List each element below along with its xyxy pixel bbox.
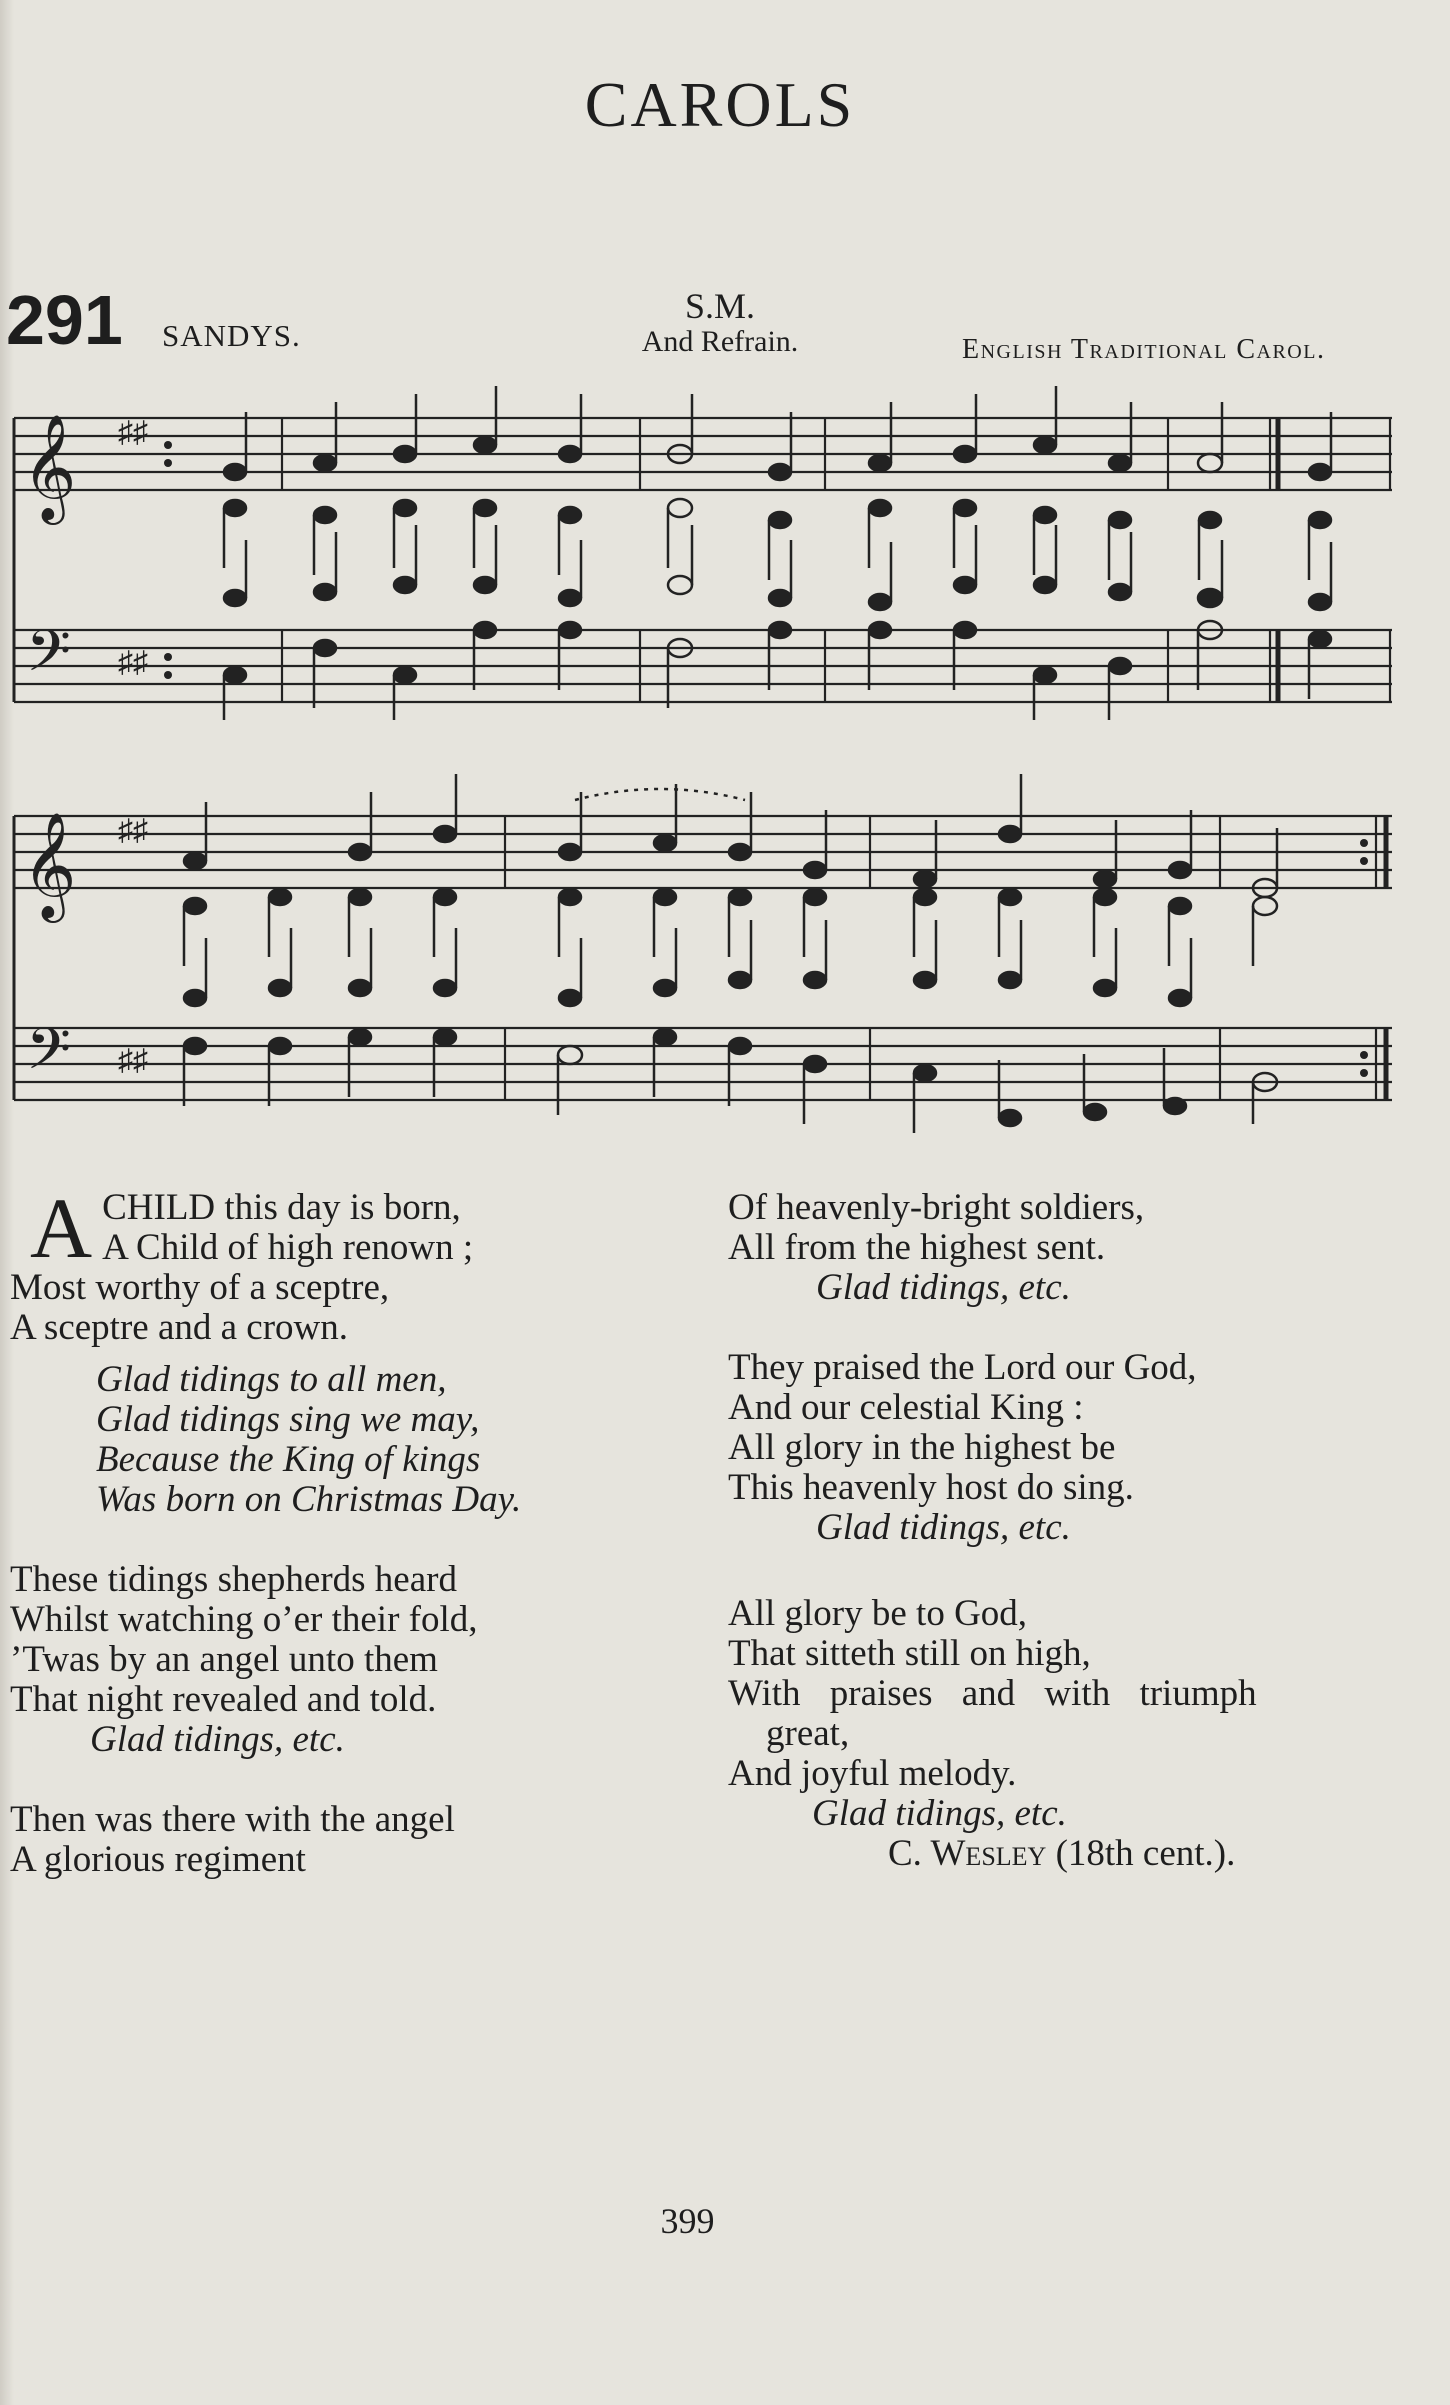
staff-bass-2	[14, 1028, 1392, 1100]
verse-line: All glory in the highest be	[728, 1427, 1116, 1468]
verse-line: CHILD this day is born,	[102, 1187, 461, 1228]
staff-bass-1	[14, 630, 1392, 702]
meter-note: And Refrain.	[641, 324, 799, 358]
author-date: (18th cent.).	[1055, 1833, 1236, 1874]
repeat-dots-1	[164, 441, 172, 679]
music-system-1	[0, 380, 1440, 720]
refrain-line: Glad tidings to all men,	[96, 1359, 447, 1400]
verse-line: All from the highest sent.	[728, 1227, 1106, 1268]
notes-alto-1	[224, 499, 1331, 580]
verse-line: All glory be to God,	[728, 1593, 1028, 1634]
verse-line: And joyful melody.	[728, 1753, 1017, 1794]
verse-2	[10, 1560, 521, 1760]
music-system-2	[0, 770, 1440, 1140]
verse-line: And our celestial King :	[728, 1387, 1084, 1428]
verse-line: A sceptre and a crown.	[10, 1307, 349, 1348]
key-signature-bass: ♯♯	[118, 1044, 148, 1077]
meter-label: S.M.	[684, 286, 756, 326]
verse-line: That night revealed and told.	[10, 1679, 437, 1720]
verses-right-column	[728, 1188, 1257, 1874]
verse-line: With praises and with triumph	[728, 1673, 1257, 1714]
verse-line: Then was there with the angel	[10, 1799, 455, 1840]
refrain-cue: Glad tidings, etc.	[90, 1719, 345, 1760]
page-number: 399	[660, 2201, 715, 2241]
verse-line: Most worthy of a sceptre,	[10, 1267, 390, 1308]
refrain-cue: Glad tidings, etc.	[812, 1793, 1067, 1834]
refrain-line: Was born on Christmas Day.	[96, 1479, 522, 1520]
verse-line: Whilst watching o’er their fold,	[10, 1599, 478, 1640]
notes-tenor-1	[224, 525, 1331, 610]
bass-clef-icon: 𝄢	[26, 621, 72, 698]
refrain	[10, 1360, 521, 1520]
refrain-line: Glad tidings sing we may,	[96, 1399, 480, 1440]
refrain-cue: Glad tidings, etc.	[816, 1267, 1071, 1308]
treble-clef-icon: 𝄞	[22, 416, 77, 518]
key-signature-treble: ♯♯	[118, 416, 148, 449]
verse-3-start	[10, 1800, 521, 1880]
refrain-line: Because the King of kings	[96, 1439, 481, 1480]
key-signature-bass: ♯♯	[118, 646, 148, 679]
key-signature-treble: ♯♯	[118, 814, 148, 847]
verse-line: ’Twas by an angel unto them	[10, 1639, 438, 1680]
verse-line: A glorious regiment	[10, 1839, 306, 1880]
notes-tenor-2	[184, 920, 1191, 1006]
verse-line: great,	[766, 1713, 850, 1754]
verse-5	[728, 1594, 1257, 1834]
verse-4	[728, 1348, 1257, 1548]
verse-line: They praised the Lord our God,	[728, 1347, 1197, 1388]
dotted-slur	[575, 789, 745, 800]
verse-line: These tidings shepherds heard	[10, 1559, 457, 1600]
meter	[620, 288, 820, 357]
page-heading: CAROLS	[584, 69, 856, 140]
notes-bass-1	[224, 621, 1331, 720]
verse-line: This heavenly host do sing.	[728, 1467, 1134, 1508]
refrain-cue: Glad tidings, etc.	[816, 1507, 1071, 1548]
tune-name: SANDYS.	[162, 318, 301, 353]
staff-treble-1	[14, 418, 1392, 490]
verse-line: A Child of high renown ;	[102, 1227, 474, 1268]
verse-line: Of heavenly-bright soldiers,	[728, 1187, 1145, 1228]
attribution	[728, 1834, 1257, 1874]
tune-source: English Traditional Carol.	[962, 334, 1326, 365]
hymn-number: 291	[6, 281, 123, 359]
notes-treble-1	[224, 386, 1331, 480]
author-name: C. Wesley	[888, 1833, 1047, 1874]
repeat-dots-2	[1360, 839, 1368, 1077]
notes-alto-2	[184, 889, 1277, 966]
verse-1	[10, 1180, 521, 1348]
drop-cap: A	[30, 1180, 93, 1276]
verses-left-column	[10, 1180, 522, 1880]
treble-clef-icon: 𝄞	[22, 814, 77, 916]
notes-treble-2	[184, 774, 1277, 897]
bass-clef-icon: 𝄢	[26, 1019, 72, 1096]
verse-3-end	[728, 1188, 1257, 1308]
verse-line: That sitteth still on high,	[728, 1633, 1091, 1674]
barlines-1	[282, 418, 1390, 702]
